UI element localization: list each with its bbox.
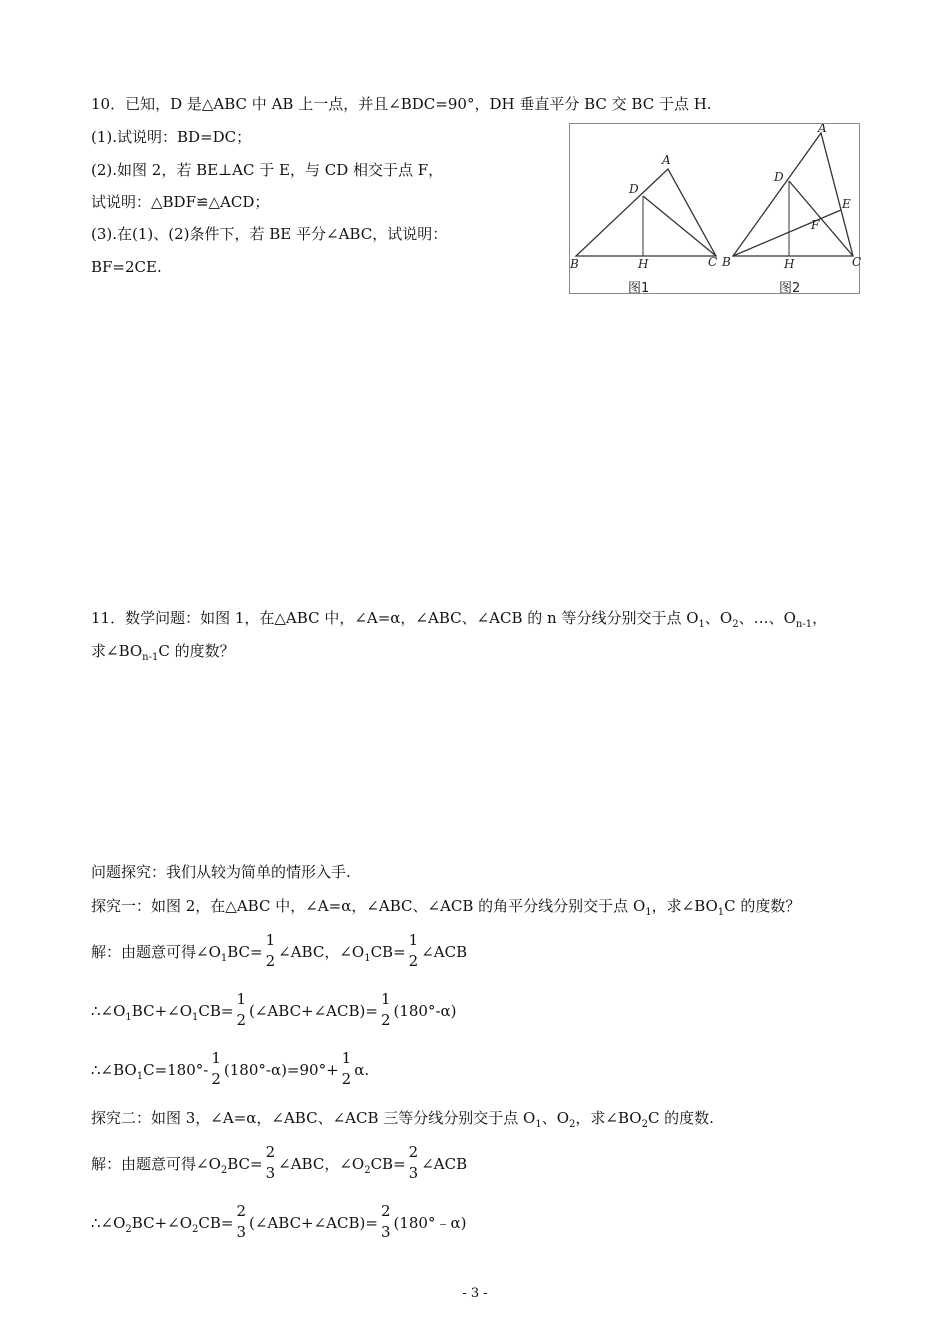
q10-part3-line2: BF=2CE. <box>91 258 162 276</box>
triangle-diagrams <box>570 124 861 295</box>
fig2-triangle-abc <box>733 133 853 256</box>
q10-stem: 10．已知，D 是△ABC 中 AB 上一点，并且∠BDC=90°，DH 垂直平分 BC 交 BC 于点 H. <box>91 95 712 113</box>
q10-part3-line1: (3).在(1)、(2)条件下，若 BE 平分∠ABC，试说明： <box>91 225 448 243</box>
explore-one-step2: $\therefore\angle O_1BC+\angle O_1CB=$ 1 2 (∠ABC+∠ACB)= 1 2 (180°-α) <box>91 990 457 1029</box>
page-number: - 3 - <box>462 1286 488 1301</box>
fraction: 1 2 <box>380 990 391 1029</box>
fraction: 2 3 <box>236 1202 247 1241</box>
q10-part1: (1).试说明：BD=DC； <box>91 128 252 146</box>
fig1-label-b: B <box>570 257 579 271</box>
fraction: 2 3 <box>380 1202 391 1241</box>
fig1-label-d: D <box>629 182 639 196</box>
fraction: 1 2 <box>265 931 276 970</box>
explore-two-heading: 探究二：如图 3，∠A=α，∠ABC、∠ACB 三等分线分别交于点 $O_1$、$O_2$，求$\angle BO_2C$ 的度数. <box>91 1109 714 1130</box>
fig1-label-c: C <box>708 255 718 269</box>
fig1-triangle-abc <box>576 169 716 256</box>
fraction: 1 2 <box>211 1049 221 1088</box>
explore-one-step1: 解：由题意可得$\angle O_1BC=$ 1 2 ∠ABC，$\angle O_1CB=$ 1 2 ∠ACB <box>91 931 468 970</box>
fraction: 1 2 <box>236 990 247 1029</box>
q11-question: 求$\angle BO_{n-1}C$ 的度数？ <box>91 642 235 663</box>
explore-one-heading: 探究一：如图 2，在△ABC 中，∠A=α，∠ABC、∠ACB 的角平分线分别交于点 $O_1$，求$\angle BO_1C$ 的度数？ <box>91 897 801 918</box>
explore-intro: 问题探究：我们从较为简单的情形入手. <box>91 863 351 881</box>
fig1-label-h: H <box>638 257 649 271</box>
fraction: 2 3 <box>265 1143 276 1182</box>
q10-part2-line2: 试说明：△BDF≌△ACD； <box>91 193 270 211</box>
fraction: 1 2 <box>408 931 419 970</box>
fig2-label-d: D <box>774 170 784 184</box>
explore-two-step2: $\therefore\angle O_2BC+\angle O_2CB=$ 2 3 (∠ABC+∠ACB)= 2 3 (180°﹣α) <box>91 1202 467 1241</box>
explore-two-step1: 解：由题意可得$\angle O_2BC=$ 2 3 ∠ABC，$\angle O_2CB=$ 2 3 ∠ACB <box>91 1143 468 1182</box>
geometry-figure <box>569 123 860 294</box>
fig2-label-e: E <box>842 197 851 211</box>
fig1-segment-dc <box>643 196 716 256</box>
fig2-label-f: F <box>811 218 820 232</box>
fig1-label-a: A <box>662 153 671 167</box>
fig1-caption: 图1 <box>628 281 650 295</box>
fraction: 2 3 <box>408 1143 419 1182</box>
fraction: 1 2 <box>341 1049 352 1088</box>
explore-one-step3: $\therefore\angle BO_1C=180^\circ-$ 1 2 (180°-α)=90°+ 1 2 α. <box>91 1049 370 1088</box>
fig2-caption: 图2 <box>779 281 801 295</box>
fig2-label-c: C <box>852 255 861 269</box>
q11-stem: 11．数学问题：如图 1，在△ABC 中，∠A=α，∠ABC、∠ACB 的 n 等分线分别交于点 $O_1$、$O_2$、…、$O_{n-1}$， <box>91 609 828 630</box>
fig2-label-a: A <box>818 124 827 135</box>
fig2-label-b: B <box>722 255 731 269</box>
q10-part2-line1: (2).如图 2，若 BE⊥AC 于 E，与 CD 相交于点 F， <box>91 161 444 179</box>
fig2-label-h: H <box>784 257 795 271</box>
